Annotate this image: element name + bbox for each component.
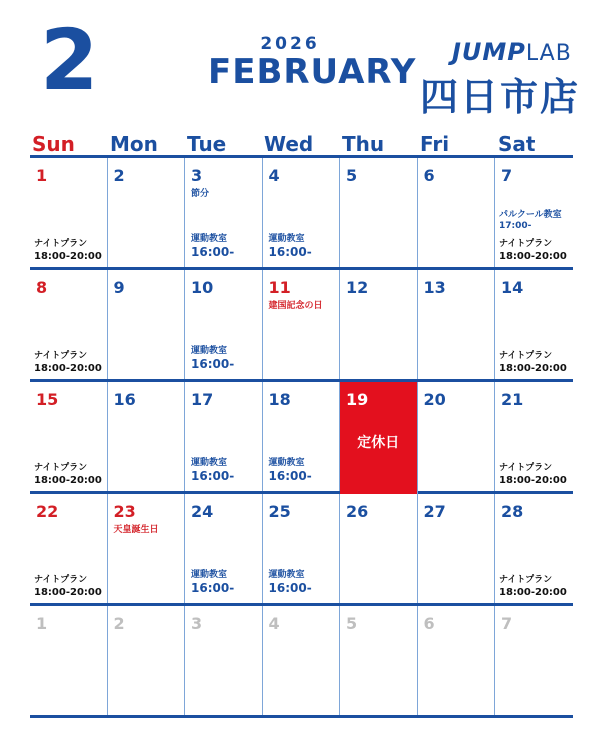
lesson-event [269, 458, 312, 483]
weekday-wed: Wed [264, 132, 314, 156]
weekday-tue: Tue [187, 132, 227, 156]
day-cell[interactable] [418, 270, 496, 379]
day-number: 17 [191, 390, 214, 409]
day-number: 9 [113, 278, 125, 297]
day-cell[interactable] [340, 494, 418, 603]
day-cell[interactable] [108, 270, 186, 379]
day-number: 1 [36, 166, 48, 185]
day-cell[interactable] [495, 606, 573, 715]
day-cell[interactable] [185, 382, 263, 491]
day-cell[interactable] [418, 382, 496, 491]
night-plan-time: 18:00-20:00 [34, 250, 102, 262]
day-number: 8 [36, 278, 48, 297]
weekday-sat: Sat [498, 132, 536, 156]
day-number: 13 [423, 278, 446, 297]
holiday-label: 建国記念の日 [268, 301, 323, 311]
day-number: 7 [501, 166, 513, 185]
day-cell[interactable] [340, 606, 418, 715]
day-cell[interactable] [108, 606, 186, 715]
night-plan-event [499, 463, 567, 487]
day-number: 3 [191, 614, 203, 633]
week-row [30, 158, 573, 270]
night-plan-time: 18:00-20:00 [34, 362, 102, 374]
parkour-time: 17:00- [499, 221, 532, 232]
month-number: 2 [40, 11, 99, 109]
day-number: 6 [423, 166, 435, 185]
lesson-time: 16:00- [191, 580, 235, 595]
day-cell[interactable] [185, 606, 263, 715]
week-row [30, 494, 573, 606]
night-plan-event [34, 463, 102, 487]
lesson-label: 運動教室 [268, 457, 305, 468]
lesson-event [191, 234, 234, 259]
lesson-event [191, 570, 234, 595]
night-plan-label: ナイトプラン [34, 575, 88, 586]
night-plan-time: 18:00-20:00 [34, 474, 102, 486]
night-plan-label: ナイトプラン [499, 239, 553, 250]
brand-lab: LAB [525, 41, 572, 66]
weekday-sun: Sun [32, 132, 75, 156]
day-number: 20 [423, 390, 446, 409]
day-cell[interactable] [263, 606, 341, 715]
day-number: 1 [36, 614, 48, 633]
day-number: 14 [501, 278, 524, 297]
day-cell[interactable] [30, 158, 108, 267]
parkour-label: パルクール教室 [499, 210, 562, 220]
night-plan-time: 18:00-20:00 [499, 474, 567, 486]
day-cell[interactable] [185, 494, 263, 603]
day-number: 15 [36, 390, 59, 409]
day-cell[interactable] [185, 270, 263, 379]
day-cell[interactable] [30, 494, 108, 603]
day-cell[interactable] [495, 158, 573, 267]
holiday-label: 節分 [191, 189, 210, 199]
day-cell[interactable] [30, 606, 108, 715]
calendar-grid [30, 158, 573, 718]
parkour-class [499, 210, 562, 233]
night-plan-label: ナイトプラン [34, 239, 88, 250]
day-number: 21 [501, 390, 524, 409]
lesson-time: 16:00- [268, 468, 312, 483]
day-cell[interactable] [108, 494, 186, 603]
closed-day-label: 定休日 [357, 435, 400, 451]
lesson-time: 16:00- [191, 468, 235, 483]
day-number: 12 [346, 278, 369, 297]
day-number: 27 [423, 502, 446, 521]
lesson-time: 16:00- [268, 580, 312, 595]
week-row [30, 606, 573, 718]
day-number: 4 [268, 614, 280, 633]
day-cell[interactable] [340, 382, 418, 494]
lesson-event [191, 458, 234, 483]
day-cell[interactable] [185, 158, 263, 267]
day-cell[interactable] [263, 382, 341, 491]
night-plan-time: 18:00-20:00 [499, 586, 567, 598]
week-row [30, 382, 573, 494]
day-cell[interactable] [418, 494, 496, 603]
day-cell[interactable] [495, 382, 573, 491]
night-plan-event [499, 575, 567, 599]
lesson-label: 運動教室 [268, 233, 305, 244]
day-cell[interactable] [418, 606, 496, 715]
day-number: 7 [501, 614, 513, 633]
day-number: 2 [113, 614, 125, 633]
day-number: 25 [268, 502, 291, 521]
lesson-event [269, 570, 312, 595]
day-cell[interactable] [30, 382, 108, 491]
day-number: 4 [268, 166, 280, 185]
lesson-label: 運動教室 [191, 457, 228, 468]
store-name: 四日市店 [420, 75, 581, 119]
day-number: 26 [346, 502, 369, 521]
night-plan-label: ナイトプラン [34, 463, 88, 474]
night-plan-event [499, 351, 567, 375]
day-cell[interactable] [30, 270, 108, 379]
night-plan-event [34, 575, 102, 599]
night-plan-label: ナイトプラン [34, 351, 88, 362]
year-label: 2026 [260, 34, 320, 54]
day-number: 22 [36, 502, 59, 521]
night-plan-label: ナイトプラン [499, 575, 553, 586]
day-number: 23 [113, 502, 136, 521]
night-plan-event [499, 239, 567, 263]
month-name: FEBRUARY [208, 52, 417, 92]
day-cell[interactable] [263, 158, 341, 267]
night-plan-label: ナイトプラン [499, 351, 553, 362]
lesson-label: 運動教室 [191, 569, 228, 580]
lesson-time: 16:00- [191, 356, 235, 371]
day-number: 16 [113, 390, 136, 409]
weekday-mon: Mon [110, 132, 158, 156]
day-cell[interactable] [340, 158, 418, 267]
day-number: 6 [423, 614, 435, 633]
lesson-event [191, 346, 234, 371]
day-cell[interactable] [108, 382, 186, 491]
day-cell[interactable] [263, 270, 341, 379]
day-number: 19 [346, 390, 369, 409]
brand-jump: JUMP [452, 38, 526, 66]
night-plan-event [34, 239, 102, 263]
night-plan-label: ナイトプラン [499, 463, 553, 474]
day-cell[interactable] [495, 494, 573, 603]
night-plan-time: 18:00-20:00 [34, 586, 102, 598]
day-number: 5 [346, 614, 358, 633]
day-cell[interactable] [418, 158, 496, 267]
day-number: 18 [268, 390, 291, 409]
night-plan-time: 18:00-20:00 [499, 362, 567, 374]
night-plan-time: 18:00-20:00 [499, 250, 567, 262]
day-number: 11 [268, 278, 291, 297]
lesson-time: 16:00- [268, 244, 312, 259]
day-number: 5 [346, 166, 358, 185]
week-row [30, 270, 573, 382]
day-number: 24 [191, 502, 214, 521]
lesson-label: 運動教室 [191, 345, 228, 356]
day-number: 28 [501, 502, 524, 521]
weekday-fri: Fri [420, 132, 450, 156]
day-number: 2 [113, 166, 125, 185]
lesson-label: 運動教室 [191, 233, 228, 244]
day-cell[interactable] [495, 270, 573, 379]
day-cell[interactable] [108, 158, 186, 267]
day-number: 3 [191, 166, 203, 185]
day-number: 10 [191, 278, 214, 297]
day-cell[interactable] [263, 494, 341, 603]
brand-logo [452, 38, 572, 66]
day-cell[interactable] [340, 270, 418, 379]
lesson-time: 16:00- [191, 244, 235, 259]
lesson-label: 運動教室 [268, 569, 305, 580]
weekday-thu: Thu [342, 132, 385, 156]
weekday-header [30, 128, 573, 158]
lesson-event [269, 234, 312, 259]
holiday-label: 天皇誕生日 [113, 525, 159, 535]
night-plan-event [34, 351, 102, 375]
